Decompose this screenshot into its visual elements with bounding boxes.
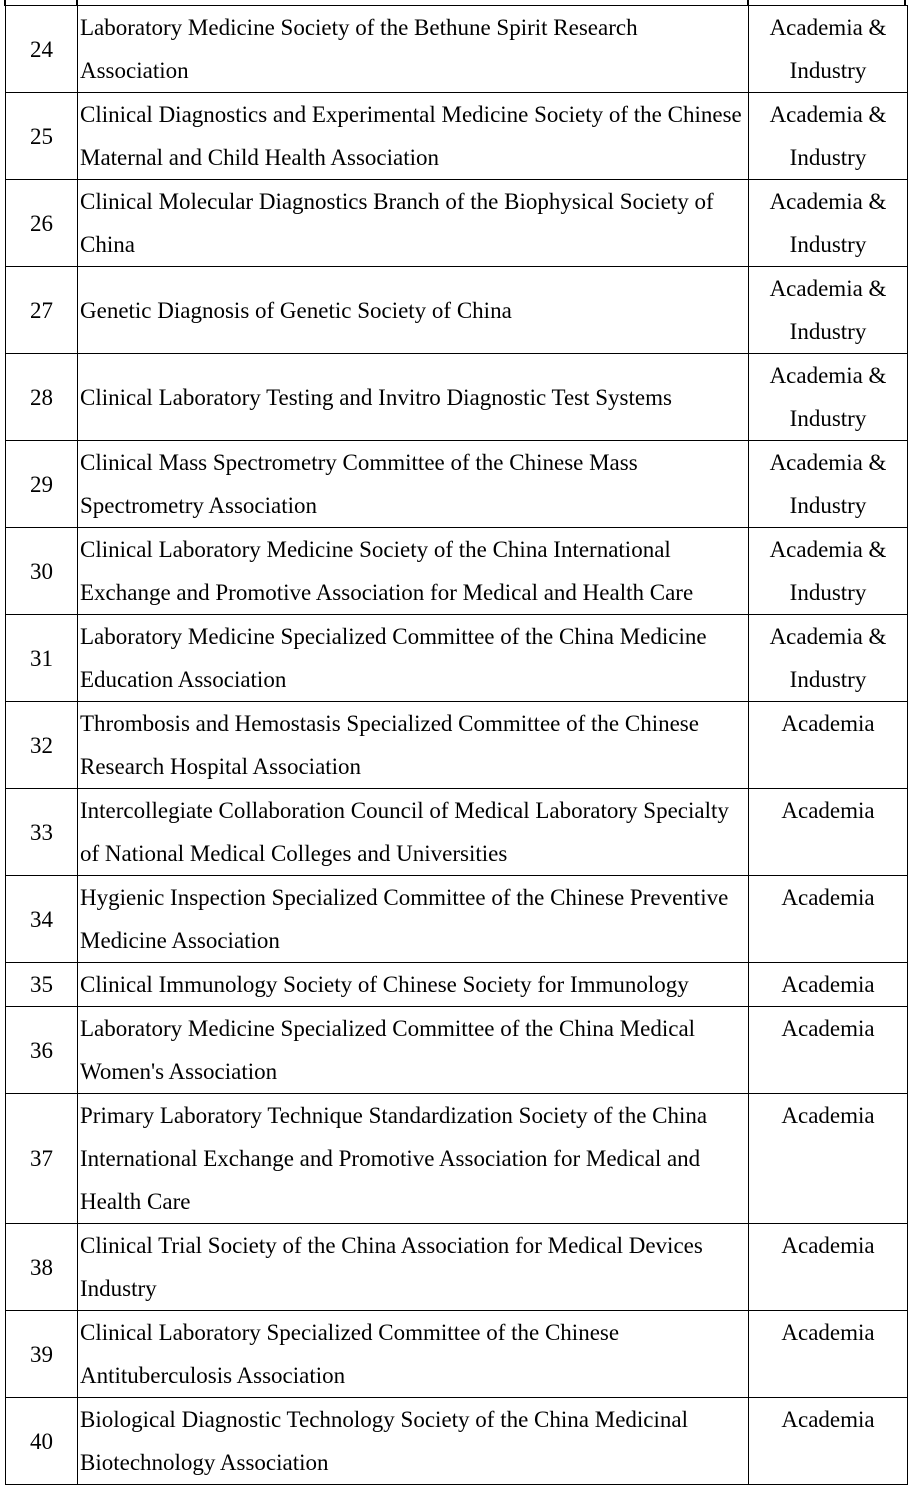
category-label: Academia & Industry [749,6,908,93]
organization-name: Laboratory Medicine Specialized Committee of the China Medical Women's Association [78,1007,749,1094]
organization-name: Clinical Trial Society of the China Association for Medical Devices Industry [78,1224,749,1311]
organization-name: Thrombosis and Hemostasis Specialized Committee of the Chinese Research Hospital Association [78,702,749,789]
category-label: Academia & Industry [749,528,908,615]
row-number: 24 [6,6,78,93]
table-row [6,1398,908,1485]
category-label: Academia [749,963,908,1007]
row-number: 32 [6,702,78,789]
table-row [6,441,908,528]
organization-name: Intercollegiate Collaboration Council of Medical Laboratory Specialty of National Medical Colleges and Universities [78,789,749,876]
row-number: 39 [6,1311,78,1398]
table-row [6,702,908,789]
table-row [6,876,908,963]
organization-name: Laboratory Medicine Society of the Bethune Spirit Research Association [78,6,749,93]
table-row [6,354,908,441]
organization-name: Biological Diagnostic Technology Society of the China Medicinal Biotechnology Association [78,1398,749,1485]
table-row [6,1007,908,1094]
row-number: 37 [6,1094,78,1224]
table-row [6,267,908,354]
committees-table [5,5,908,1485]
organization-name: Clinical Laboratory Specialized Committee of the Chinese Antituberculosis Association [78,1311,749,1398]
table-row [6,6,908,93]
category-label: Academia [749,789,908,876]
row-number: 40 [6,1398,78,1485]
category-label: Academia [749,1398,908,1485]
table-row [6,528,908,615]
category-label: Academia & Industry [749,180,908,267]
organization-name: Clinical Immunology Society of Chinese Society for Immunology [78,963,749,1007]
category-label: Academia & Industry [749,267,908,354]
organization-name: Clinical Mass Spectrometry Committee of the Chinese Mass Spectrometry Association [78,441,749,528]
table-row [6,1224,908,1311]
category-label: Academia & Industry [749,354,908,441]
category-label: Academia & Industry [749,615,908,702]
organization-name: Clinical Molecular Diagnostics Branch of the Biophysical Society of China [78,180,749,267]
row-number: 31 [6,615,78,702]
organization-name: Clinical Laboratory Testing and Invitro Diagnostic Test Systems [78,354,749,441]
organization-name: Clinical Laboratory Medicine Society of the China International Exchange and Promotive Association for Medical and Health Care [78,528,749,615]
table-row [6,963,908,1007]
row-number: 27 [6,267,78,354]
row-number: 29 [6,441,78,528]
table-row [6,615,908,702]
category-label: Academia [749,1094,908,1224]
organization-name: Laboratory Medicine Specialized Committee of the China Medicine Education Association [78,615,749,702]
category-label: Academia [749,702,908,789]
organization-name: Clinical Diagnostics and Experimental Medicine Society of the Chinese Maternal and Child Health Association [78,93,749,180]
row-number: 25 [6,93,78,180]
table-row [6,93,908,180]
row-number: 33 [6,789,78,876]
row-number: 26 [6,180,78,267]
organization-name: Primary Laboratory Technique Standardization Society of the China International Exchange and Promotive Association for Medical and Health Care [78,1094,749,1224]
row-number: 36 [6,1007,78,1094]
organization-name: Hygienic Inspection Specialized Committee of the Chinese Preventive Medicine Association [78,876,749,963]
table-row [6,1094,908,1224]
table-row [6,180,908,267]
row-number: 35 [6,963,78,1007]
category-label: Academia & Industry [749,441,908,528]
organization-name: Genetic Diagnosis of Genetic Society of China [78,267,749,354]
category-label: Academia [749,876,908,963]
row-number: 34 [6,876,78,963]
table-row [6,1311,908,1398]
committees-table-body [6,6,908,1485]
row-number: 38 [6,1224,78,1311]
category-label: Academia [749,1007,908,1094]
row-number: 30 [6,528,78,615]
table-row [6,789,908,876]
row-number: 28 [6,354,78,441]
category-label: Academia [749,1224,908,1311]
category-label: Academia [749,1311,908,1398]
category-label: Academia & Industry [749,93,908,180]
